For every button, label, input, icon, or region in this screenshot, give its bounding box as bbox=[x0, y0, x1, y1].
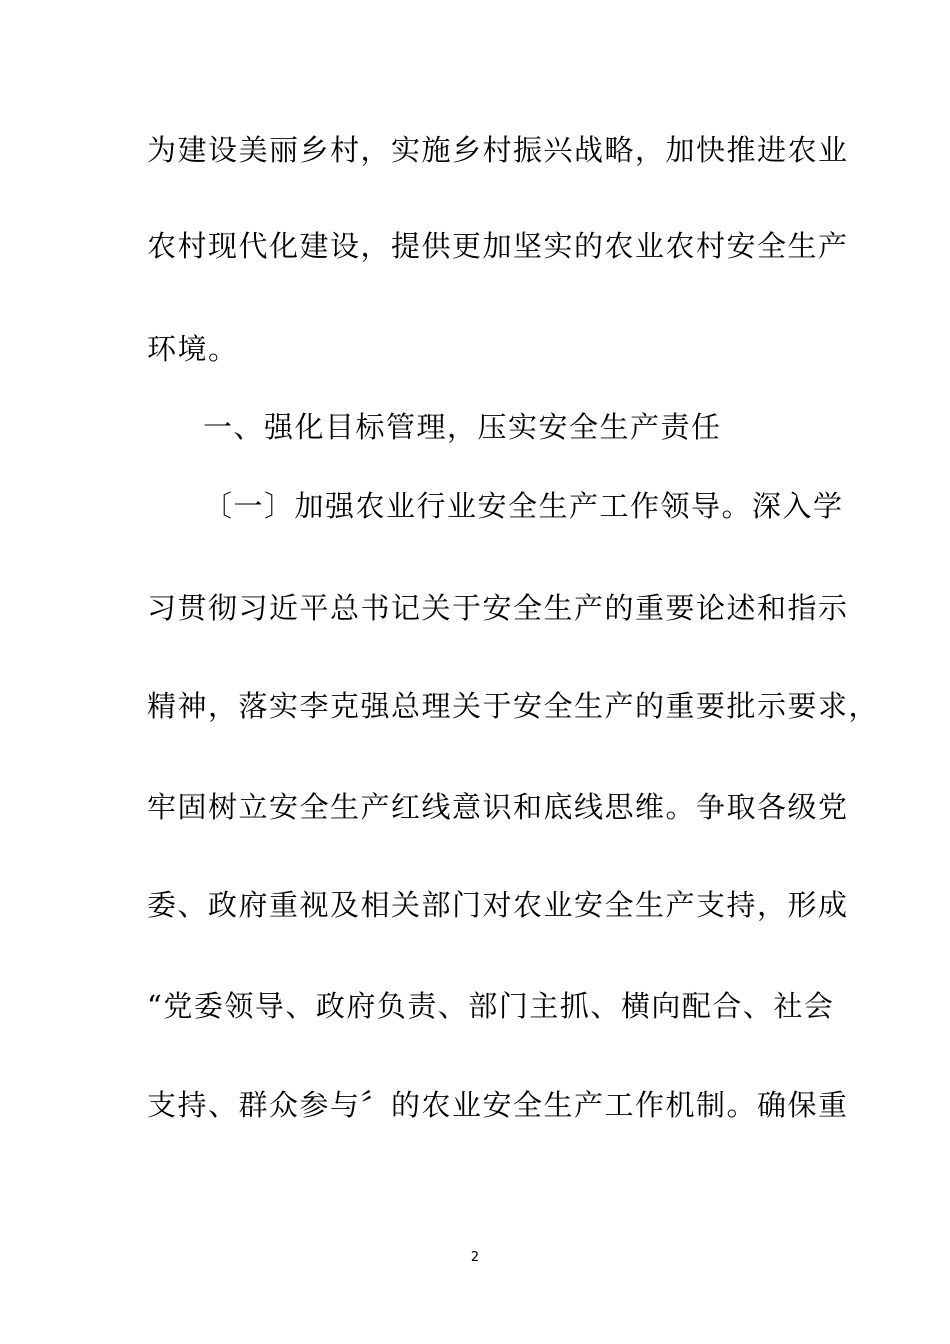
body-line-1: 为建设美丽乡村，实施乡村振兴战略，加快推进农业 bbox=[147, 133, 849, 167]
section-heading: 一、强化目标管理，压实安全生产责任 bbox=[203, 410, 722, 444]
page-number: 2 bbox=[470, 1250, 480, 1265]
body-line-3: 环境。 bbox=[147, 332, 239, 366]
body-line-11: 支持、群众参与〞的农业安全生产工作机制。确保重 bbox=[147, 1088, 849, 1122]
body-line-8: 牢固树立安全生产红线意识和底线思维。争取各级党 bbox=[147, 790, 849, 824]
body-line-2: 农村现代化建设，提供更加坚实的农业农村安全生产 bbox=[147, 229, 849, 263]
body-line-9: 委、政府重视及相关部门对农业安全生产支持，形成 bbox=[147, 888, 849, 922]
subsection-line-1: 〔一〕加强农业行业安全生产工作领导。深入学 bbox=[203, 489, 844, 523]
body-line-6: 习贯彻习近平总书记关于安全生产的重要论述和指示 bbox=[147, 591, 849, 625]
body-line-10: “党委领导、政府负责、部门主抓、横向配合、社会 bbox=[147, 989, 835, 1023]
body-line-7: 精神，落实李克强总理关于安全生产的重要批示要求， bbox=[147, 689, 880, 723]
